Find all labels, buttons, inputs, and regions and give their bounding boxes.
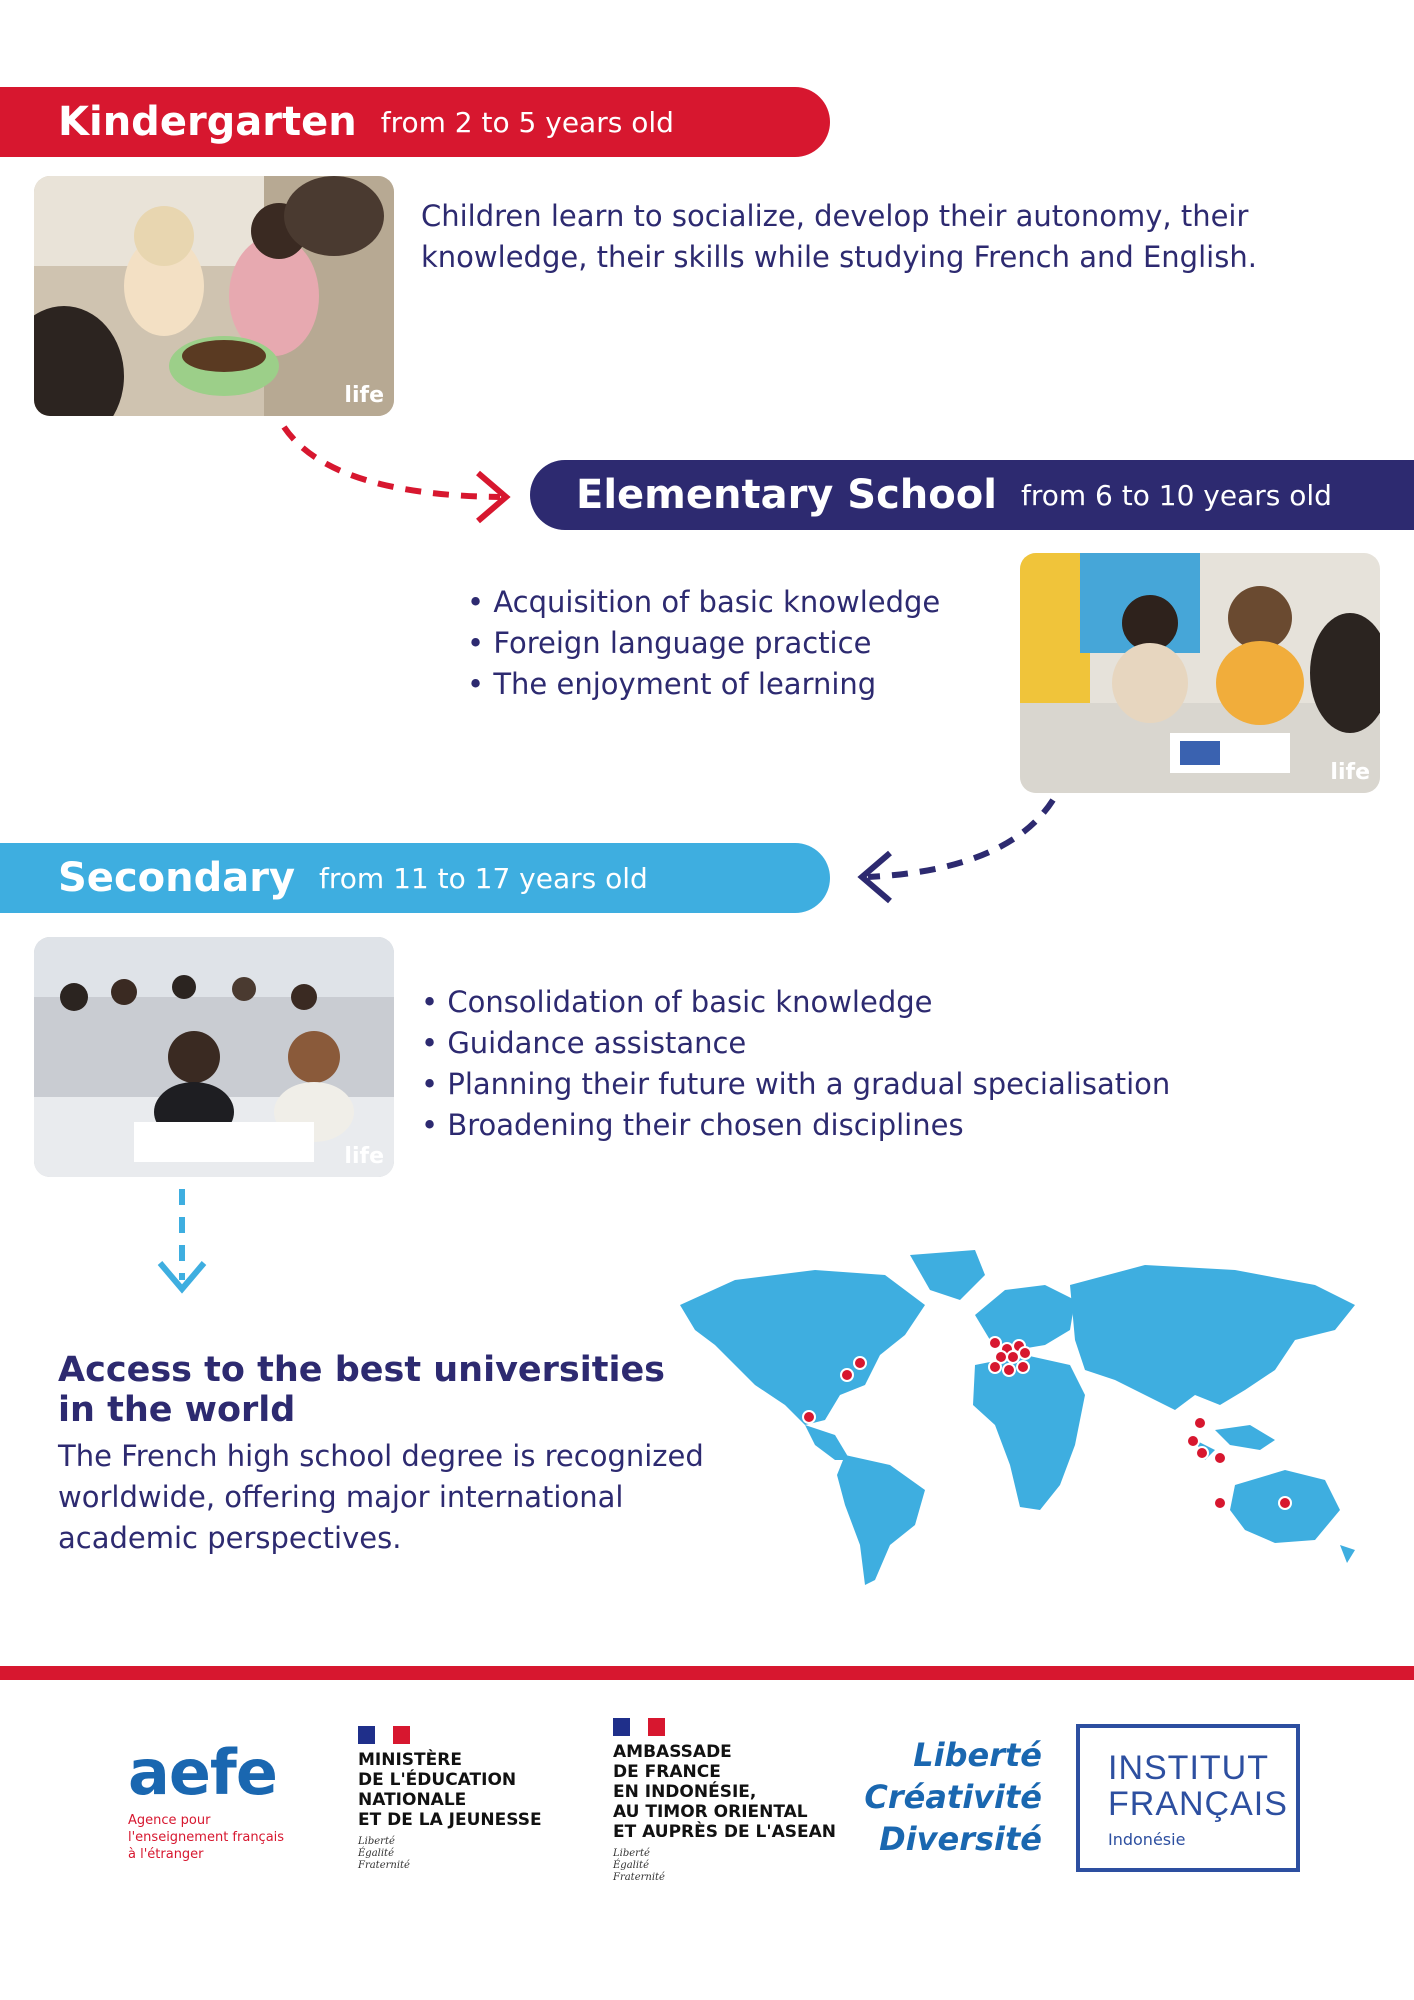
ministere-motto: [358, 1836, 542, 1872]
institut-francais-logo: [1076, 1724, 1300, 1872]
universities-body: [58, 1436, 704, 1559]
kindergarten-photo: [34, 176, 394, 416]
list-item: • Planning their future with a gradual specialisation: [421, 1064, 1170, 1105]
list-item: • The enjoyment of learning: [467, 664, 940, 705]
blue-dashed-arrow-icon: [150, 1185, 220, 1300]
ministere-name: [358, 1750, 542, 1830]
ambassade-line: AU TIMOR ORIENTAL: [613, 1802, 808, 1822]
life-school-badge: life: [1330, 760, 1370, 785]
ambassade-motto: [613, 1848, 836, 1884]
ambassade-line: DE FRANCE: [613, 1762, 721, 1782]
elementary-photo: [1020, 553, 1380, 793]
world-map: [675, 1245, 1365, 1590]
ambassade-logo: [613, 1718, 836, 1884]
list-item: • Broadening their chosen disciplines: [421, 1105, 1170, 1146]
motto-line: Fraternité: [358, 1860, 410, 1871]
aefe-subtitle: [128, 1812, 284, 1863]
kindergarten-line: Children learn to socialize, develop their autonomy, their: [421, 199, 1249, 233]
aefe-sub-line: l'enseignement français: [128, 1830, 285, 1845]
ambassade-line: EN INDONÉSIE,: [613, 1782, 757, 1802]
footer-divider: [0, 1666, 1414, 1680]
ministere-line: ET DE LA JEUNESSE: [358, 1810, 542, 1830]
kindergarten-title: Kindergarten: [58, 99, 357, 145]
universities-section: [58, 1350, 704, 1559]
slogan-line: Créativité: [864, 1778, 1042, 1816]
institut-country: Indonésie: [1108, 1830, 1186, 1849]
secondary-bullets: [421, 982, 1170, 1146]
ambassade-name: [613, 1742, 836, 1842]
elementary-age: from 6 to 10 years old: [1020, 478, 1332, 512]
motto-line: Liberté: [613, 1848, 650, 1859]
elementary-title: Elementary School: [576, 472, 997, 518]
ministere-line: DE L'ÉDUCATION: [358, 1770, 517, 1790]
aefe-wordmark: aefe: [128, 1736, 277, 1809]
elementary-bullets: [467, 582, 940, 705]
motto-line: Égalité: [358, 1848, 394, 1859]
ministere-line: MINISTÈRE: [358, 1750, 462, 1770]
red-dashed-arrow-icon: [270, 415, 520, 535]
french-flag-icon: [358, 1726, 410, 1744]
secondary-title: Secondary: [58, 855, 296, 901]
secondary-age: from 11 to 17 years old: [319, 861, 648, 895]
navy-dashed-arrow-icon: [848, 795, 1068, 915]
slogan: [862, 1734, 1042, 1860]
motto-line: Liberté: [358, 1836, 395, 1847]
ministere-line: NATIONALE: [358, 1790, 467, 1810]
universities-heading: in the world: [58, 1390, 296, 1430]
universities-heading: Access to the best universities: [58, 1350, 666, 1390]
institut-word: INSTITUT: [1108, 1749, 1269, 1787]
elementary-band: [530, 460, 1414, 530]
motto-line: Égalité: [613, 1860, 649, 1871]
aefe-logo: [128, 1736, 285, 1863]
life-school-badge: life: [344, 1144, 384, 1169]
kindergarten-age: from 2 to 5 years old: [380, 105, 674, 139]
aefe-sub-line: à l'étranger: [128, 1847, 204, 1862]
universities-line: The French high school degree is recognized: [58, 1439, 704, 1473]
list-item: • Consolidation of basic knowledge: [421, 982, 1170, 1023]
kindergarten-line: knowledge, their skills while studying French and English.: [421, 240, 1257, 274]
french-flag-icon: [613, 1718, 665, 1736]
kindergarten-description: [421, 196, 1257, 278]
list-item: • Acquisition of basic knowledge: [467, 582, 940, 623]
ambassade-line: ET AUPRÈS DE L'ASEAN: [613, 1822, 836, 1842]
universities-line: academic perspectives.: [58, 1521, 402, 1555]
ministere-logo: [358, 1726, 542, 1872]
secondary-band: [0, 843, 830, 913]
ambassade-line: AMBASSADE: [613, 1742, 732, 1762]
universities-line: worldwide, offering major international: [58, 1480, 624, 1514]
kindergarten-band: [0, 87, 830, 157]
slogan-line: Diversité: [879, 1820, 1042, 1858]
slogan-line: Liberté: [913, 1736, 1042, 1774]
secondary-photo: [34, 937, 394, 1177]
list-item: • Foreign language practice: [467, 623, 940, 664]
institut-word: FRANÇAIS: [1108, 1785, 1288, 1823]
aefe-sub-line: Agence pour: [128, 1813, 211, 1828]
list-item: • Guidance assistance: [421, 1023, 1170, 1064]
life-school-badge: life: [344, 383, 384, 408]
motto-line: Fraternité: [613, 1872, 665, 1883]
